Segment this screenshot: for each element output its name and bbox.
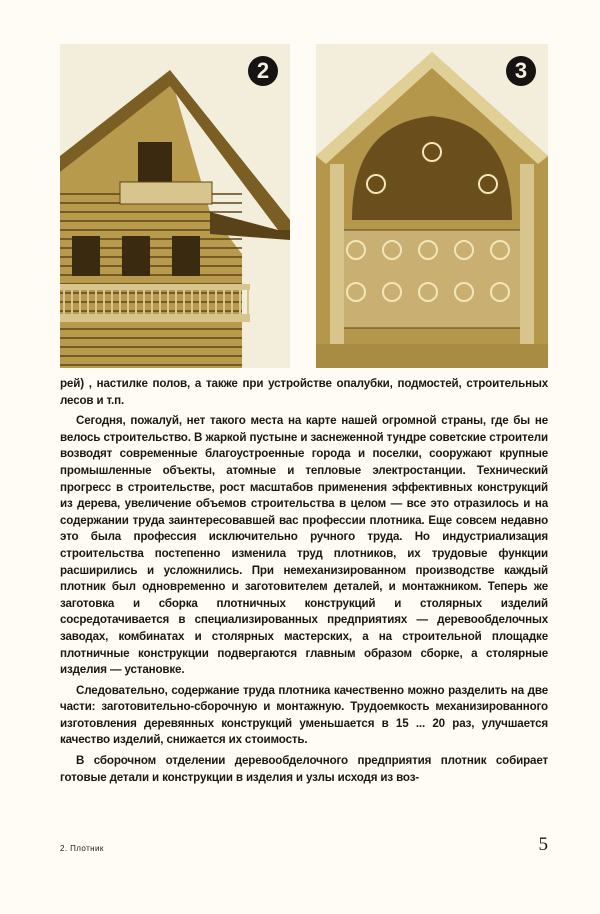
chapter-footer: 2. Плотник (60, 844, 104, 853)
log-house-illustration (60, 44, 290, 368)
figure-number-badge: 3 (506, 56, 536, 86)
figure-number-badge: 2 (248, 56, 278, 86)
carved-gable-illustration (316, 44, 548, 368)
paragraph: Следовательно, содержание труда плотника качественно можно разделить на две части: заготовительно-сборочную и монтажную. Трудоемкость механизированного изготовления деревянных конструкций уменьшается в 15 ... 20 раз, улучшается качество изделий, снижается их стоимость. (60, 683, 548, 747)
paragraph: рей) , настилке полов, а также при устройстве опалубки, подмостей, строительных лесов и т.п. (60, 377, 548, 407)
figure-2-log-house-photo (60, 44, 290, 368)
body-text (60, 376, 548, 786)
figure-3-carved-gable-photo (316, 44, 548, 368)
page-number: 5 (538, 834, 548, 855)
paragraph: В сборочном отделении деревообделочного предприятия плотник собирает готовые детали и конструкции в изделия и узлы исходя из воз- (60, 754, 548, 784)
paragraph: Сегодня, пожалуй, нет такого места на карте нашей огромной страны, где бы не велось строительство. В жаркой пустыне и заснеженной тундре советские строители возводят современные благоустроенные города и поселки, сооружают крупные промышленные объекты, атомные и тепловые электростанции. Технический прогресс в строительстве, рост масштабов применения эффективных конструкций из дерева, увеличение объемов строительства в целом — все это отразилось и на содержании труда заинтересовавшей вас профессии плотника. Еще совсем недавно это была профессия исключительно ручного труда. Но индустриализация строительства постепенно изменила труд плотников, их трудовые функции расширились и усложнились. При немеханизированном производстве каждый плотник был одновременно и заготовителем деталей, и монтажником. Теперь же заготовка и сборка плотничных конструкций и столярных изделий сосредотачивается в специализированных предприятиях — деревообделочных заводах, комбинатах и столярных мастерских, а на строительной площадке плотничные конструкции подвергаются главным образом сборке, а столярные изделия — установке. (60, 414, 548, 677)
